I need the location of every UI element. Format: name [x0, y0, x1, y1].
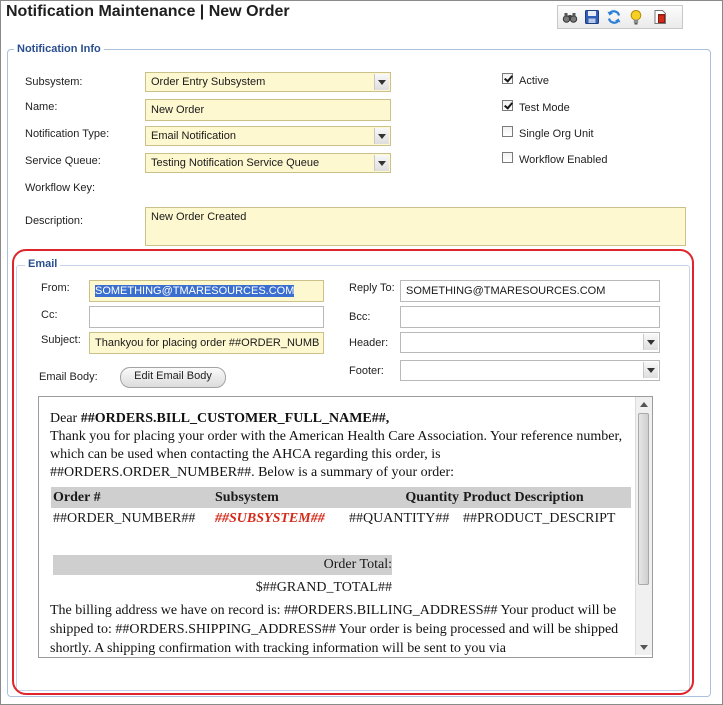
notification-type-label: Notification Type: — [25, 128, 110, 140]
table-header-cell: Order # — [51, 487, 213, 508]
subject-field[interactable] — [89, 332, 324, 354]
scroll-down-icon[interactable] — [640, 645, 648, 650]
service-queue-value: Testing Notification Service Queue — [151, 157, 320, 169]
page-title: Notification Maintenance | New Order — [6, 3, 290, 20]
notification-type-value: Email Notification — [151, 130, 236, 142]
order-summary-table — [51, 487, 631, 529]
description-field[interactable] — [145, 207, 686, 246]
workflow-key-label: Workflow Key: — [25, 182, 96, 194]
refresh-icon[interactable] — [606, 9, 622, 25]
email-body-label: Email Body: — [39, 371, 98, 383]
header-label: Header: — [349, 337, 389, 349]
closing-paragraph: The billing address we have on record is: ##ORDERS.BILLING_ADDRESS## Your product will be shipped to: ##ORDERS.SHIPPING_ADDRESS## Your order is being processed and will be shipped shortly. A shipping confirmation with tracking information will be sent to you via — [50, 603, 619, 656]
scrollbar-thumb[interactable] — [638, 413, 649, 585]
reply-to-label: Reply To: — [349, 282, 395, 294]
chevron-down-icon[interactable] — [643, 362, 658, 378]
footer-dropdown[interactable] — [400, 360, 660, 381]
cc-label: Cc: — [41, 309, 58, 321]
subject-value: Thankyou for placing order ##ORDER_NUMB — [95, 337, 320, 349]
chevron-down-icon[interactable] — [374, 128, 389, 144]
email-body-preview[interactable] — [38, 396, 653, 658]
single-org-unit-label: Single Org Unit — [519, 128, 594, 140]
reply-to-field[interactable] — [400, 280, 660, 302]
reply-to-value: SOMETHING@TMARESOURCES.COM — [406, 285, 606, 297]
greeting-prefix: Dear — [50, 411, 81, 426]
name-label: Name: — [25, 101, 58, 113]
greeting-token: ##ORDERS.BILL_CUSTOMER_FULL_NAME##, — [80, 411, 390, 426]
subsystem-value: Order Entry Subsystem — [151, 76, 266, 88]
chevron-down-icon[interactable] — [643, 334, 658, 350]
table-header-row — [51, 487, 631, 508]
bcc-field[interactable] — [400, 306, 660, 328]
active-label: Active — [519, 75, 549, 87]
service-queue-label: Service Queue: — [25, 155, 101, 167]
test-mode-checkbox[interactable] — [502, 100, 513, 111]
table-header-cell: Subsystem — [213, 487, 347, 508]
scroll-up-icon[interactable] — [640, 402, 648, 407]
grand-total-value: $##GRAND_TOTAL## — [255, 580, 392, 595]
order-total-label: Order Total: — [53, 555, 392, 575]
toolbar — [557, 5, 683, 29]
save-icon[interactable] — [584, 9, 600, 25]
table-cell: ##SUBSYSTEM## — [215, 510, 325, 526]
edit-email-body-button[interactable]: Edit Email Body — [120, 367, 226, 388]
email-legend: Email — [25, 258, 60, 270]
table-header-cell: Product Description — [461, 487, 631, 508]
table-cell: ##PRODUCT_DESCRIPT — [463, 510, 616, 526]
vertical-scrollbar[interactable] — [635, 397, 652, 655]
subsystem-label: Subsystem: — [25, 76, 83, 88]
workflow-enabled-checkbox[interactable] — [502, 152, 513, 163]
header-dropdown[interactable] — [400, 332, 660, 353]
cc-field[interactable] — [89, 306, 324, 328]
lightbulb-icon[interactable] — [628, 9, 644, 25]
bcc-label: Bcc: — [349, 311, 371, 323]
table-header-cell: Quantity — [347, 487, 461, 508]
greeting-line — [50, 410, 636, 428]
notification-info-legend: Notification Info — [14, 43, 104, 55]
service-queue-dropdown[interactable] — [145, 153, 391, 173]
from-field[interactable] — [89, 280, 324, 302]
chevron-down-icon[interactable] — [374, 155, 389, 171]
from-value: SOMETHING@TMARESOURCES.COM — [95, 285, 295, 297]
table-cell: ##ORDER_NUMBER## — [53, 510, 196, 526]
subject-label: Subject: — [41, 334, 81, 346]
from-label: From: — [41, 282, 70, 294]
name-field[interactable] — [145, 99, 391, 121]
table-row — [51, 508, 631, 529]
footer-label: Footer: — [349, 365, 384, 377]
name-value: New Order — [151, 104, 205, 116]
notification-type-dropdown[interactable] — [145, 126, 391, 146]
chevron-down-icon[interactable] — [374, 74, 389, 90]
description-value: New Order Created — [151, 211, 247, 223]
subsystem-dropdown[interactable] — [145, 72, 391, 92]
workflow-enabled-label: Workflow Enabled — [519, 154, 608, 166]
intro-paragraph: Thank you for placing your order with the American Health Care Association. Your reference number, which can be used when contacting the AHCA regarding this order, is ##ORDERS.ORDER_NUMBER##. Below is a summary of your order: — [50, 429, 623, 480]
description-label: Description: — [25, 215, 84, 227]
delete-icon[interactable] — [652, 9, 668, 25]
single-org-unit-checkbox[interactable] — [502, 126, 513, 137]
test-mode-label: Test Mode — [519, 102, 570, 114]
email-body-content — [50, 410, 636, 482]
table-cell: ##QUANTITY## — [349, 510, 450, 526]
binoculars-icon[interactable] — [562, 9, 578, 25]
active-checkbox[interactable] — [502, 73, 513, 84]
